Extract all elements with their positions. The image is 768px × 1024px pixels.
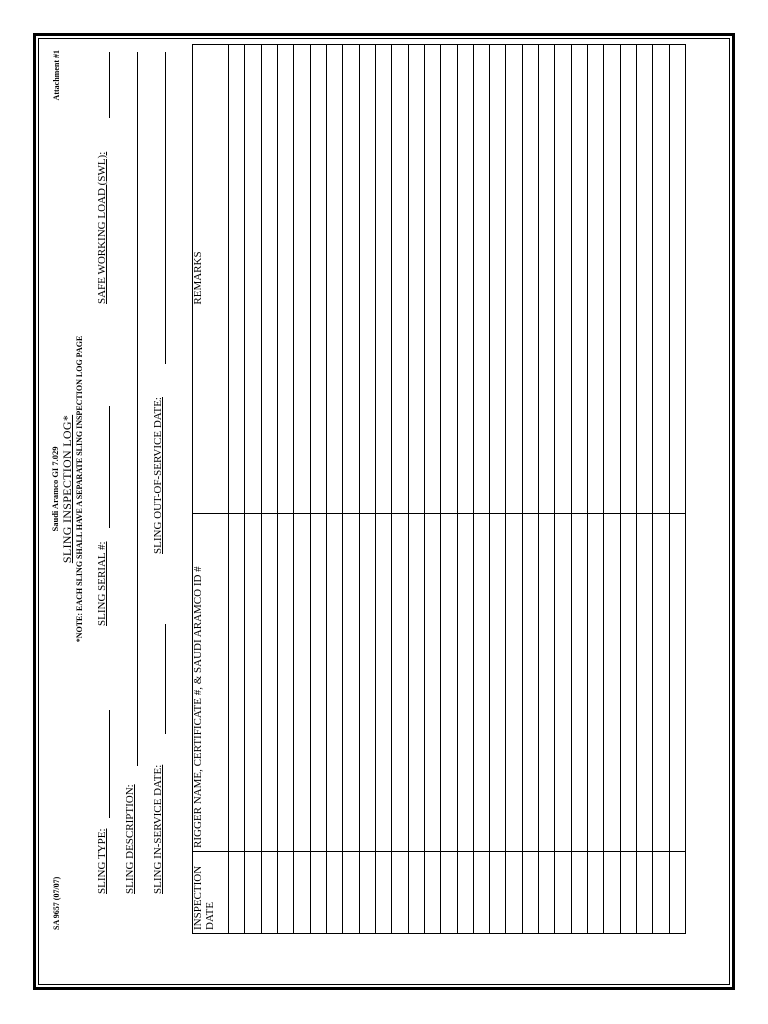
table-row-line <box>587 44 588 934</box>
table-row-line <box>538 44 539 934</box>
sling-serial-label: SLING SERIAL #: <box>96 541 108 626</box>
sling-type-field[interactable] <box>109 710 110 818</box>
column-header-rigger: RIGGER NAME, CERTIFICATE #, & SAUDI ARAMCO ID # <box>192 566 204 848</box>
table-column-divider <box>192 851 685 852</box>
table-row-line <box>636 44 637 934</box>
table-row-line <box>326 44 327 934</box>
swl-label: SAFE WORKING LOAD (SWL): <box>96 151 108 304</box>
table-row-line <box>342 44 343 934</box>
attachment-label: Attachment #1 <box>52 50 61 101</box>
out-of-service-date-field[interactable] <box>165 52 166 364</box>
table-row-line <box>375 44 376 934</box>
table-row-line <box>440 44 441 934</box>
in-service-date-label: SLING IN-SERVICE DATE: <box>152 764 164 894</box>
out-of-service-date-label: SLING OUT-OF-SERVICE DATE: <box>152 397 164 554</box>
table-row-line <box>244 44 245 934</box>
table-row-line <box>522 44 523 934</box>
table-right-border <box>192 44 685 45</box>
table-row-line <box>261 44 262 934</box>
doc-reference: Saudi Aramco GI 7.029 <box>50 446 60 532</box>
table-row-line <box>669 44 670 934</box>
sling-description-label: SLING DESCRIPTION: <box>124 784 136 894</box>
sling-description-field[interactable] <box>137 52 138 766</box>
table-row-line <box>293 44 294 934</box>
table-row-line <box>652 44 653 934</box>
table-left-border <box>192 933 685 934</box>
table-row-line <box>489 44 490 934</box>
table-row-line <box>554 44 555 934</box>
table-row-line <box>359 44 360 934</box>
table-row-line <box>228 44 229 934</box>
swl-field[interactable] <box>109 52 110 118</box>
table-row-line <box>473 44 474 934</box>
sling-serial-field[interactable] <box>109 406 110 528</box>
sling-type-label: SLING TYPE: <box>96 828 108 894</box>
column-header-remarks: REMARKS <box>192 251 204 305</box>
table-row-line <box>391 44 392 934</box>
table-row-line <box>424 44 425 934</box>
page-title: SLING INSPECTION LOG* <box>60 414 74 564</box>
column-header-inspection-date: INSPECTION DATE <box>192 865 216 930</box>
table-row-line <box>620 44 621 934</box>
inspection-log-form <box>44 44 712 934</box>
table-row-line <box>408 44 409 934</box>
in-service-date-field[interactable] <box>165 624 166 734</box>
table-row-line <box>685 44 686 934</box>
form-code: SA 9657 (07/07) <box>52 876 61 930</box>
table-row-line <box>505 44 506 934</box>
table-top-border <box>192 44 193 934</box>
table-row-line <box>603 44 604 934</box>
table-row-line <box>310 44 311 934</box>
inspection-log-table <box>192 44 685 934</box>
table-column-divider <box>192 513 685 514</box>
table-row-line <box>457 44 458 934</box>
note-text: *NOTE: EACH SLING SHALL HAVE A SEPARATE SLING INSPECTION LOG PAGE <box>75 335 84 643</box>
table-row-line <box>277 44 278 934</box>
table-row-line <box>571 44 572 934</box>
